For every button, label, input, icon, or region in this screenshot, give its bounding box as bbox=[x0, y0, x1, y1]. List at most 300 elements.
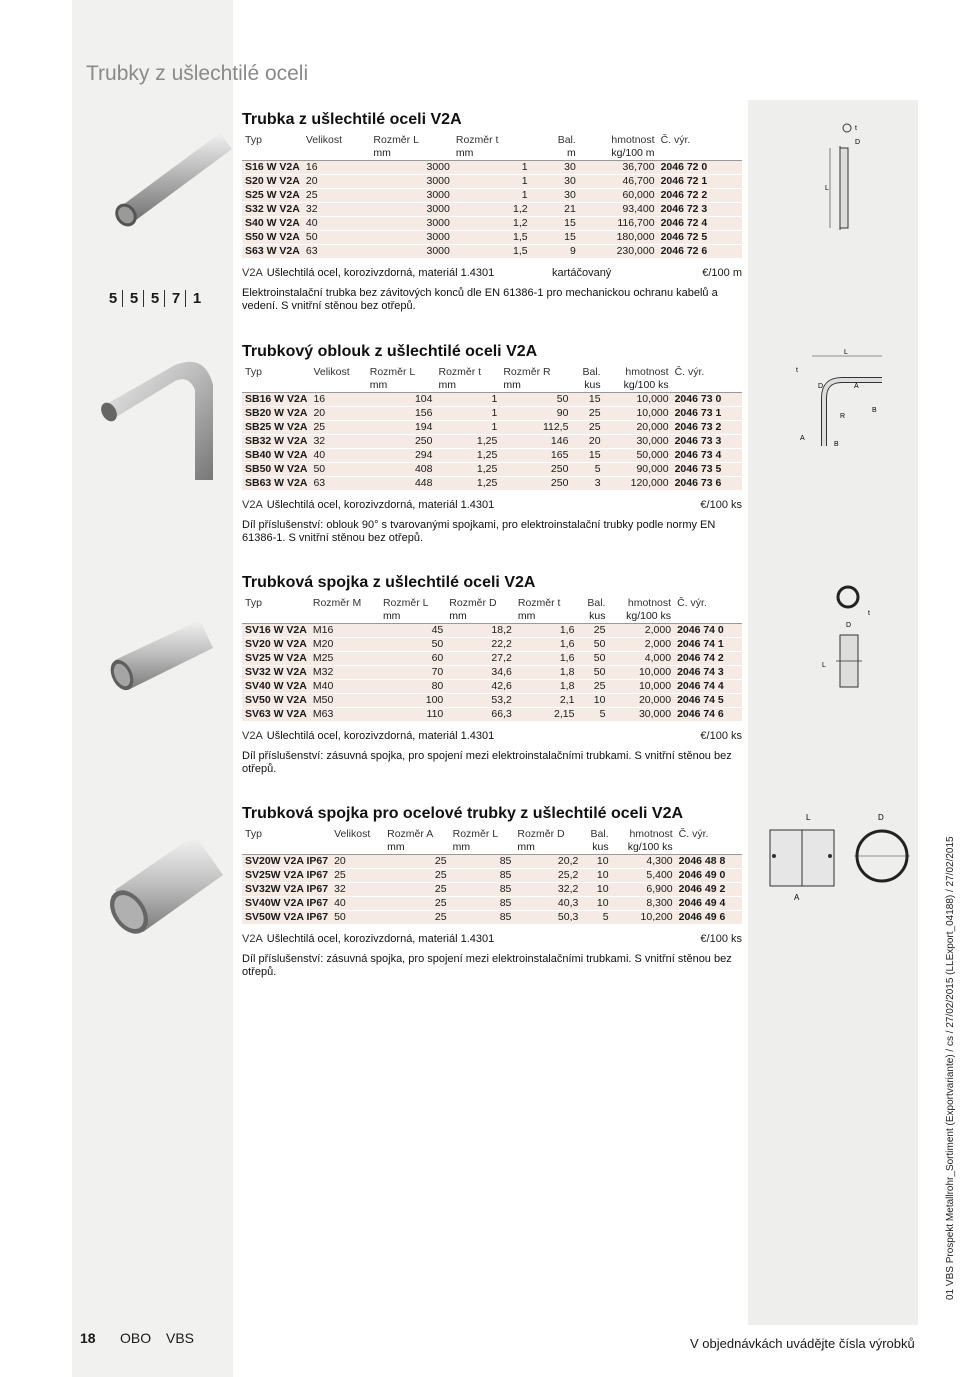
table-cell: 180,000 bbox=[579, 231, 658, 245]
unit-cell: mm bbox=[515, 610, 578, 624]
table-cell: 120,000 bbox=[604, 477, 672, 491]
table-cell: 50 bbox=[310, 463, 366, 477]
table-cell: 85 bbox=[450, 883, 515, 897]
col-header: Rozměr t bbox=[517, 597, 561, 609]
table-cell: 16 bbox=[303, 161, 371, 175]
table-unit-row bbox=[242, 147, 742, 161]
table-row bbox=[242, 897, 742, 911]
table-unit-row bbox=[242, 610, 742, 624]
table-row bbox=[242, 175, 742, 189]
col-header: Rozměr L bbox=[382, 597, 429, 609]
table-cell: 34,6 bbox=[446, 666, 515, 680]
table-cell: 2046 74 2 bbox=[674, 652, 742, 666]
table-cell: 90,000 bbox=[604, 463, 672, 477]
table-cell: 32 bbox=[331, 883, 384, 897]
table-cell: 66,3 bbox=[446, 708, 515, 722]
table-cell: SV20W V2A IP67 bbox=[242, 855, 331, 869]
col-header: hmotnost bbox=[629, 828, 673, 840]
material-line bbox=[242, 730, 742, 744]
bend-dim-r: R bbox=[840, 413, 846, 420]
table-body bbox=[242, 624, 742, 722]
table-cell: 50 bbox=[577, 666, 608, 680]
table-cell: 1,25 bbox=[435, 449, 500, 463]
table-cell: SV25W V2A IP67 bbox=[242, 869, 331, 883]
table-cell: 15 bbox=[571, 393, 603, 407]
section-title: Trubková spojka pro ocelové trubky z ušlechtilé oceli V2A bbox=[242, 805, 684, 822]
table-cell: 25 bbox=[384, 911, 450, 925]
pipe-dim-l: L bbox=[825, 185, 829, 192]
table-cell: 10,200 bbox=[612, 911, 676, 925]
col-header: Rozměr M bbox=[312, 597, 362, 609]
table-cell: 10,000 bbox=[608, 680, 674, 694]
steel-coupling-diagram bbox=[762, 808, 922, 908]
table-cell: 10,000 bbox=[608, 666, 674, 680]
table-cell: SV50 W V2A bbox=[242, 694, 310, 708]
product-group-code bbox=[104, 290, 208, 307]
table-cell: M20 bbox=[310, 638, 380, 652]
table-cell: SB20 W V2A bbox=[242, 407, 310, 421]
document-reference: 01 VBS Prospekt Metallrohr_Sortiment (Exportvariante) / cs / 27/02/2015 (LLExport_04188) / 27/02/2015 bbox=[945, 836, 956, 1300]
brand-name: OBO bbox=[120, 1330, 152, 1346]
price-unit: €/100 m bbox=[702, 267, 742, 279]
unit-cell: kus bbox=[581, 841, 611, 855]
product-description: Díl příslušenství: oblouk 90° s tvarovanými spojkami, pro elektroinstalační trubky podle normy EN 61386-1. S vnitřní stěnou bez otřepů. bbox=[242, 519, 716, 544]
spec-table bbox=[242, 828, 742, 925]
table-cell bbox=[531, 231, 541, 245]
steel-coupling-dim-a: A bbox=[794, 893, 800, 902]
section-title: Trubková spojka z ušlechtilé oceli V2A bbox=[242, 574, 536, 591]
col-header: Rozměr t bbox=[455, 134, 499, 146]
table-cell: 50 bbox=[303, 231, 371, 245]
table-cell: 2046 72 5 bbox=[658, 231, 742, 245]
table-cell: M63 bbox=[310, 708, 380, 722]
table-cell: 9 bbox=[540, 245, 579, 259]
table-cell: 2,000 bbox=[608, 624, 674, 638]
unit-cell bbox=[242, 379, 310, 393]
table-row bbox=[242, 680, 742, 694]
table-cell: 3000 bbox=[370, 175, 452, 189]
table-cell: SB32 W V2A bbox=[242, 435, 310, 449]
table-cell: 2046 73 0 bbox=[672, 393, 742, 407]
bend-dim-t: t bbox=[796, 367, 798, 374]
coupling-dim-l: L bbox=[822, 662, 826, 669]
material-code: V2A bbox=[242, 267, 263, 279]
table-cell: 110 bbox=[380, 708, 446, 722]
unit-cell bbox=[310, 379, 366, 393]
table-cell: 85 bbox=[450, 911, 515, 925]
table-cell: 1,5 bbox=[453, 231, 531, 245]
table-row bbox=[242, 708, 742, 722]
table-cell: 25 bbox=[384, 855, 450, 869]
steel-coupling-photo bbox=[95, 820, 230, 945]
section-bend bbox=[242, 342, 742, 545]
table-cell: 2046 49 6 bbox=[676, 911, 742, 925]
product-description: Díl příslušenství: zásuvná spojka, pro spojení mezi elektroinstalačními trubkami. S vnitřní stěnou bez otřepů. bbox=[242, 953, 732, 978]
table-cell: 25 bbox=[384, 883, 450, 897]
table-header-row bbox=[242, 828, 742, 841]
table-cell: M32 bbox=[310, 666, 380, 680]
unit-cell bbox=[331, 841, 384, 855]
table-cell: 250 bbox=[500, 477, 571, 491]
table-cell: 1,2 bbox=[453, 203, 531, 217]
table-cell: 4,000 bbox=[608, 652, 674, 666]
col-header: hmotnost bbox=[625, 366, 669, 378]
table-cell: M25 bbox=[310, 652, 380, 666]
table-cell: 2046 72 2 bbox=[658, 189, 742, 203]
code-digit: 7 bbox=[167, 290, 186, 307]
table-cell: 2,000 bbox=[608, 638, 674, 652]
col-header: Typ bbox=[245, 597, 262, 609]
table-cell: S40 W V2A bbox=[242, 217, 303, 231]
col-header: Rozměr L bbox=[369, 366, 416, 378]
table-cell: 116,700 bbox=[579, 217, 658, 231]
unit-cell bbox=[242, 841, 331, 855]
price-unit: €/100 ks bbox=[700, 933, 742, 945]
table-cell: 2046 74 1 bbox=[674, 638, 742, 652]
bend-dim-b2: B bbox=[834, 441, 839, 448]
table-cell: 25 bbox=[331, 869, 384, 883]
table-cell: 25 bbox=[303, 189, 371, 203]
table-row bbox=[242, 393, 742, 407]
table-cell: 40 bbox=[331, 897, 384, 911]
table-unit-row bbox=[242, 379, 742, 393]
table-row bbox=[242, 217, 742, 231]
material-line bbox=[242, 499, 742, 513]
table-cell: 20,2 bbox=[514, 855, 581, 869]
table-cell: 32 bbox=[303, 203, 371, 217]
table-cell: 85 bbox=[450, 897, 515, 911]
table-header-row bbox=[242, 134, 742, 147]
table-row bbox=[242, 694, 742, 708]
table-cell: 60 bbox=[380, 652, 446, 666]
unit-cell: m bbox=[540, 147, 579, 161]
spec-table bbox=[242, 134, 742, 259]
unit-cell bbox=[531, 147, 541, 161]
pipe-diagram bbox=[800, 118, 890, 238]
table-cell: 18,2 bbox=[446, 624, 515, 638]
table-cell: SV16 W V2A bbox=[242, 624, 310, 638]
table-cell: 30,000 bbox=[608, 708, 674, 722]
table-cell: SB63 W V2A bbox=[242, 477, 310, 491]
table-cell: 250 bbox=[367, 435, 436, 449]
table-cell: 2046 73 4 bbox=[672, 449, 742, 463]
material-text: Ušlechtilá ocel, korozivzdorná, materiál 1.4301 bbox=[266, 933, 495, 945]
table-cell: 10 bbox=[581, 855, 611, 869]
table-cell: SV32W V2A IP67 bbox=[242, 883, 331, 897]
unit-cell: kg/100 m bbox=[579, 147, 658, 161]
code-digit: 1 bbox=[192, 290, 202, 307]
table-cell: 5 bbox=[571, 463, 603, 477]
table-cell: 2,1 bbox=[515, 694, 578, 708]
unit-cell: kg/100 ks bbox=[604, 379, 672, 393]
col-header: Č. výr. bbox=[678, 828, 709, 840]
table-cell: 25 bbox=[384, 897, 450, 911]
table-cell: SB40 W V2A bbox=[242, 449, 310, 463]
material-text: Ušlechtilá ocel, korozivzdorná, materiál 1.4301 bbox=[266, 730, 495, 742]
table-row bbox=[242, 231, 742, 245]
table-cell: 2046 73 5 bbox=[672, 463, 742, 477]
bend-dim-a: A bbox=[854, 383, 859, 390]
table-cell: S20 W V2A bbox=[242, 175, 303, 189]
table-cell: 15 bbox=[540, 231, 579, 245]
table-cell bbox=[531, 189, 541, 203]
table-cell: 112,5 bbox=[500, 421, 571, 435]
steel-coupling-dim-l: L bbox=[806, 813, 811, 822]
price-unit: €/100 ks bbox=[700, 730, 742, 742]
page-title: Trubky z ušlechtilé oceli bbox=[86, 62, 309, 85]
table-cell: 2046 74 3 bbox=[674, 666, 742, 680]
table-cell: 1 bbox=[435, 393, 500, 407]
table-cell: 30 bbox=[540, 175, 579, 189]
table-cell: 46,700 bbox=[579, 175, 658, 189]
table-cell: 50 bbox=[380, 638, 446, 652]
col-header: Č. výr. bbox=[677, 597, 707, 609]
col-header: Velikost bbox=[305, 134, 343, 146]
table-cell: 2046 74 6 bbox=[674, 708, 742, 722]
col-header: Č. výr. bbox=[674, 366, 705, 378]
coupling-photo bbox=[95, 610, 225, 710]
table-cell: 2046 72 3 bbox=[658, 203, 742, 217]
table-row bbox=[242, 161, 742, 175]
table-cell: 80 bbox=[380, 680, 446, 694]
section-title: Trubka z ušlechtilé oceli V2A bbox=[242, 111, 462, 128]
table-cell: 60,000 bbox=[579, 189, 658, 203]
col-header bbox=[531, 134, 541, 147]
table-cell: 104 bbox=[367, 393, 436, 407]
table-cell: 27,2 bbox=[446, 652, 515, 666]
table-cell: 2046 73 1 bbox=[672, 407, 742, 421]
bend-dim-a2: A bbox=[800, 435, 805, 442]
table-row bbox=[242, 666, 742, 680]
table-row bbox=[242, 435, 742, 449]
col-header: Rozměr R bbox=[503, 366, 551, 378]
section-coupling bbox=[242, 573, 742, 776]
table-cell: 36,700 bbox=[579, 161, 658, 175]
table-cell: SB50 W V2A bbox=[242, 463, 310, 477]
table-cell: 22,2 bbox=[446, 638, 515, 652]
table-cell: 3000 bbox=[370, 189, 452, 203]
table-cell: 156 bbox=[367, 407, 436, 421]
table-cell: 50,000 bbox=[604, 449, 672, 463]
code-digit: 5 bbox=[146, 290, 165, 307]
unit-cell: mm bbox=[500, 379, 571, 393]
table-row bbox=[242, 883, 742, 897]
table-row bbox=[242, 407, 742, 421]
table-cell: 1 bbox=[435, 421, 500, 435]
table-cell: 4,300 bbox=[612, 855, 676, 869]
table-cell: 32 bbox=[310, 435, 366, 449]
table-cell: 25 bbox=[577, 624, 608, 638]
table-cell: 2046 73 2 bbox=[672, 421, 742, 435]
table-cell: 1,25 bbox=[435, 435, 500, 449]
table-row bbox=[242, 203, 742, 217]
material-text: Ušlechtilá ocel, korozivzdorná, materiál 1.4301 bbox=[266, 499, 495, 511]
col-header: Bal. bbox=[587, 597, 606, 609]
table-cell: 50,3 bbox=[514, 911, 581, 925]
table-cell: 20,000 bbox=[608, 694, 674, 708]
table-cell: M50 bbox=[310, 694, 380, 708]
table-cell: 15 bbox=[540, 217, 579, 231]
table-cell: SB25 W V2A bbox=[242, 421, 310, 435]
table-cell: 2046 74 4 bbox=[674, 680, 742, 694]
table-cell bbox=[531, 245, 541, 259]
unit-cell: mm bbox=[514, 841, 581, 855]
table-cell: 30,000 bbox=[604, 435, 672, 449]
table-row bbox=[242, 855, 742, 869]
table-cell: 1,2 bbox=[453, 217, 531, 231]
code-digit: 5 bbox=[104, 290, 123, 307]
table-cell: 146 bbox=[500, 435, 571, 449]
col-header: Typ bbox=[245, 134, 262, 146]
product-description: Díl příslušenství: zásuvná spojka, pro spojení mezi elektroinstalačními trubkami. S vnitřní stěnou bez otřepů. bbox=[242, 750, 732, 775]
table-cell: 40,3 bbox=[514, 897, 581, 911]
section-pipe bbox=[242, 110, 742, 313]
col-header: Bal. bbox=[590, 828, 609, 840]
table-cell: 10,000 bbox=[604, 393, 672, 407]
table-cell: M16 bbox=[310, 624, 380, 638]
unit-cell bbox=[674, 610, 742, 624]
table-cell bbox=[531, 217, 541, 231]
material-text: Ušlechtilá ocel, korozivzdorná, materiál 1.4301 bbox=[266, 267, 495, 279]
unit-cell: kg/100 ks bbox=[608, 610, 674, 624]
table-cell: 2046 49 4 bbox=[676, 897, 742, 911]
coupling-dim-d: D bbox=[846, 622, 852, 629]
table-cell: 8,300 bbox=[612, 897, 676, 911]
unit-cell: mm bbox=[370, 147, 452, 161]
table-cell: 10 bbox=[581, 869, 611, 883]
table-cell: 2046 72 6 bbox=[658, 245, 742, 259]
col-header: Bal. bbox=[582, 366, 601, 378]
section-title: Trubkový oblouk z ušlechtilé oceli V2A bbox=[242, 343, 538, 360]
table-cell: SV40 W V2A bbox=[242, 680, 310, 694]
col-header: Bal. bbox=[557, 134, 576, 146]
table-cell: 42,6 bbox=[446, 680, 515, 694]
table-cell: 1,8 bbox=[515, 666, 578, 680]
table-cell: 50 bbox=[331, 911, 384, 925]
coupling-diagram bbox=[800, 575, 890, 700]
table-cell bbox=[531, 161, 541, 175]
table-cell: 20,000 bbox=[604, 421, 672, 435]
unit-cell: kus bbox=[577, 610, 608, 624]
table-cell: 2046 49 0 bbox=[676, 869, 742, 883]
table-cell: 21 bbox=[540, 203, 579, 217]
col-header: Rozměr D bbox=[517, 828, 565, 840]
table-cell: 30 bbox=[540, 161, 579, 175]
table-cell: 90 bbox=[500, 407, 571, 421]
unit-cell bbox=[676, 841, 742, 855]
table-cell: 2046 49 2 bbox=[676, 883, 742, 897]
code-digit: 5 bbox=[125, 290, 144, 307]
table-row bbox=[242, 449, 742, 463]
section-steel-coupling bbox=[242, 804, 742, 979]
table-row bbox=[242, 624, 742, 638]
table-row bbox=[242, 463, 742, 477]
table-cell: S32 W V2A bbox=[242, 203, 303, 217]
bend-diagram bbox=[792, 348, 902, 468]
table-cell: 63 bbox=[303, 245, 371, 259]
table-cell: 2046 48 8 bbox=[676, 855, 742, 869]
col-header: Velikost bbox=[334, 828, 371, 840]
bend-dim-l: L bbox=[844, 349, 848, 356]
table-cell: 40 bbox=[303, 217, 371, 231]
col-header: Velikost bbox=[313, 366, 350, 378]
price-unit: €/100 ks bbox=[700, 499, 742, 511]
col-header: Rozměr L bbox=[373, 134, 419, 146]
col-header: Rozměr A bbox=[387, 828, 434, 840]
table-row bbox=[242, 869, 742, 883]
table-cell: 3000 bbox=[370, 161, 452, 175]
table-cell: 32,2 bbox=[514, 883, 581, 897]
table-body bbox=[242, 855, 742, 925]
spec-table bbox=[242, 597, 742, 722]
table-cell: 6,900 bbox=[612, 883, 676, 897]
table-row bbox=[242, 477, 742, 491]
table-cell: 20 bbox=[331, 855, 384, 869]
table-header-row bbox=[242, 366, 742, 379]
steel-coupling-dim-d: D bbox=[878, 813, 884, 822]
table-cell: 10 bbox=[577, 694, 608, 708]
page-number: 18 bbox=[80, 1330, 96, 1346]
unit-cell: mm bbox=[446, 610, 515, 624]
unit-cell: kg/100 ks bbox=[612, 841, 676, 855]
table-cell: 20 bbox=[303, 175, 371, 189]
table-cell: S25 W V2A bbox=[242, 189, 303, 203]
table-cell: 10 bbox=[581, 897, 611, 911]
unit-cell: mm bbox=[453, 147, 531, 161]
table-cell: SV63 W V2A bbox=[242, 708, 310, 722]
table-cell: 1 bbox=[453, 161, 531, 175]
material-code: V2A bbox=[242, 499, 263, 511]
col-header: Rozměr t bbox=[438, 366, 482, 378]
table-cell: 2046 73 6 bbox=[672, 477, 742, 491]
table-cell: 1 bbox=[453, 175, 531, 189]
table-cell: 25,2 bbox=[514, 869, 581, 883]
unit-cell bbox=[242, 610, 310, 624]
table-cell: 250 bbox=[500, 463, 571, 477]
unit-cell: mm bbox=[435, 379, 500, 393]
table-cell: 194 bbox=[367, 421, 436, 435]
table-row bbox=[242, 245, 742, 259]
table-row bbox=[242, 911, 742, 925]
table-cell bbox=[531, 175, 541, 189]
table-cell: S16 W V2A bbox=[242, 161, 303, 175]
table-cell: 3000 bbox=[370, 231, 452, 245]
table-cell: 165 bbox=[500, 449, 571, 463]
bend-dim-d: D bbox=[818, 383, 824, 390]
col-header: Typ bbox=[245, 828, 262, 840]
table-cell: 70 bbox=[380, 666, 446, 680]
table-cell: 10,000 bbox=[604, 407, 672, 421]
unit-cell: mm bbox=[384, 841, 450, 855]
table-cell: 3000 bbox=[370, 203, 452, 217]
col-header: Rozměr D bbox=[449, 597, 497, 609]
unit-cell bbox=[303, 147, 371, 161]
table-cell: 25 bbox=[310, 421, 366, 435]
table-cell: 1,8 bbox=[515, 680, 578, 694]
bend-photo bbox=[85, 345, 235, 485]
table-cell: 25 bbox=[571, 421, 603, 435]
table-cell bbox=[531, 203, 541, 217]
table-cell: 5 bbox=[581, 911, 611, 925]
unit-cell: mm bbox=[450, 841, 515, 855]
product-description: Elektroinstalační trubka bez závitových konců dle EN 61386-1 pro mechanickou ochranu kabelů a vedení. S vnitřní stěnou bez otřepů. bbox=[242, 287, 718, 312]
table-body bbox=[242, 161, 742, 259]
table-cell: 2046 74 0 bbox=[674, 624, 742, 638]
table-cell: 20 bbox=[310, 407, 366, 421]
table-cell: 2,15 bbox=[515, 708, 578, 722]
table-cell: 30 bbox=[540, 189, 579, 203]
table-cell: SB16 W V2A bbox=[242, 393, 310, 407]
